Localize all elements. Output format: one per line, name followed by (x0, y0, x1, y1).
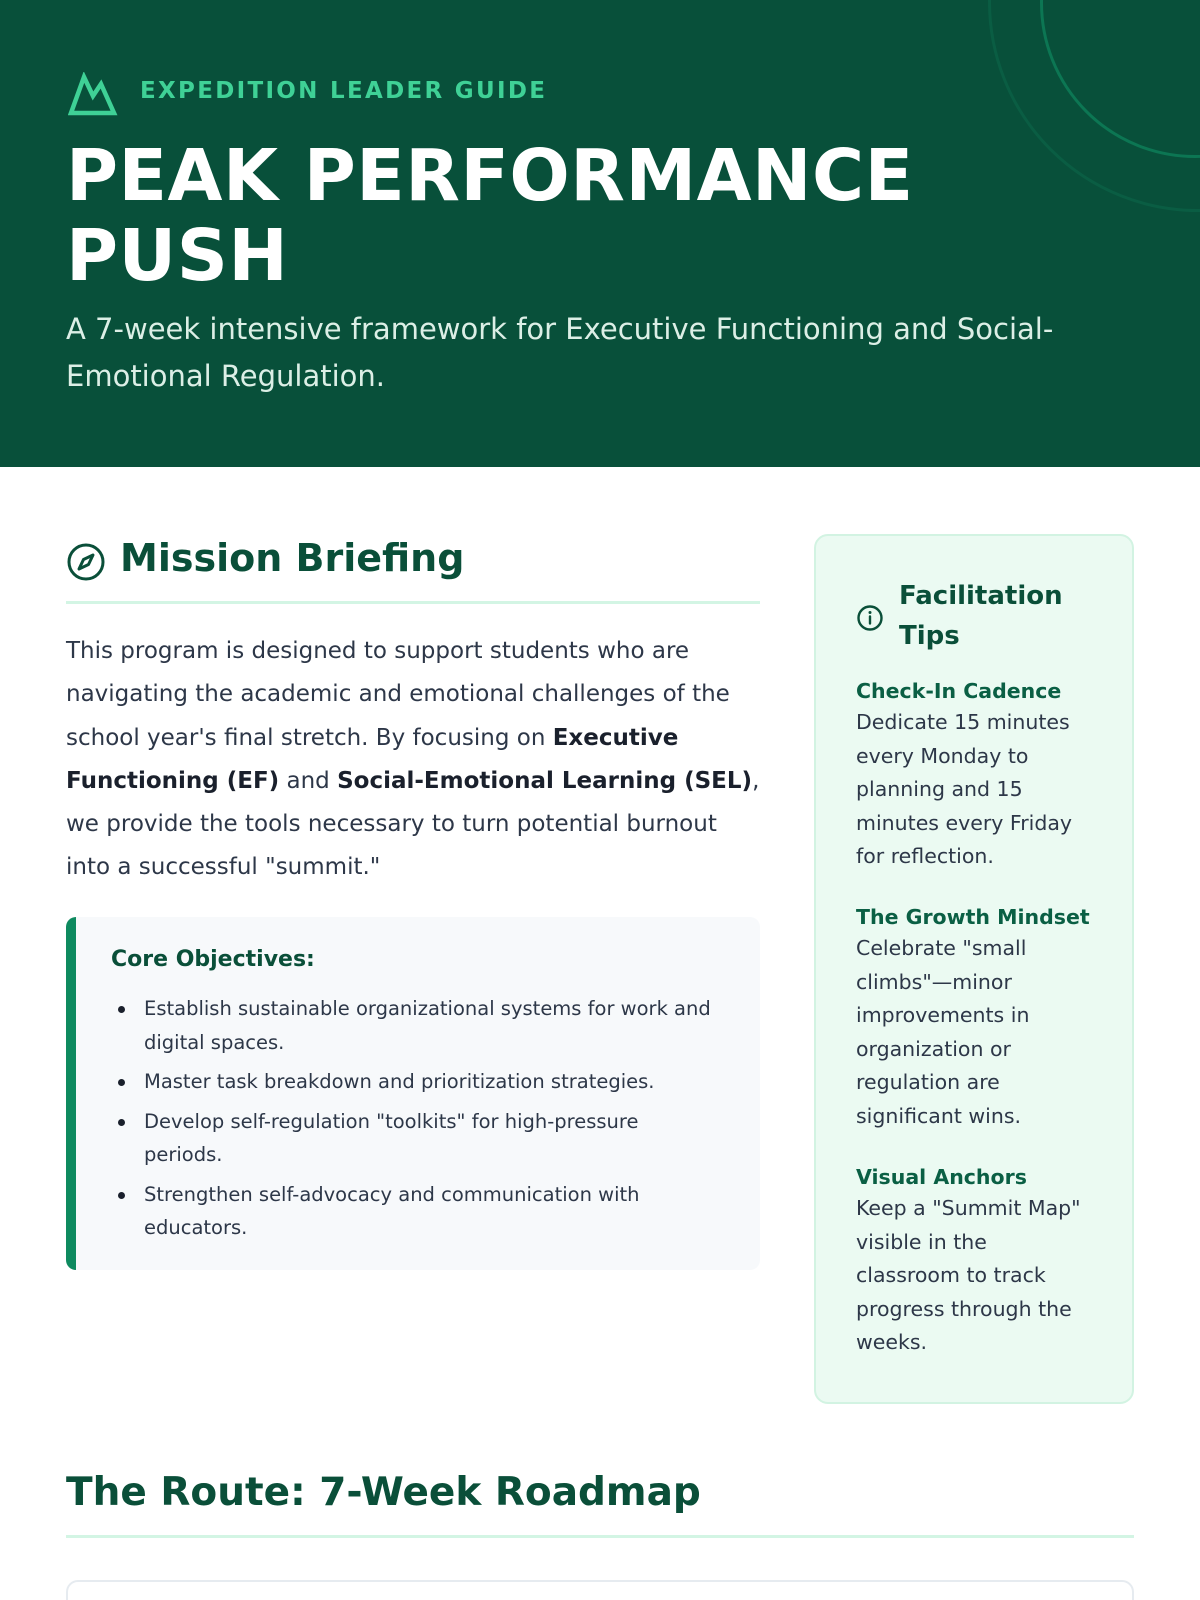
tip-heading: Visual Anchors (856, 1165, 1027, 1189)
facilitation-tips-card (814, 534, 1134, 1404)
core-objectives-box (66, 917, 760, 1270)
tip-item (856, 676, 1096, 874)
section-title: Mission Briefing (120, 536, 465, 580)
section-title: The Route: 7-Week Roadmap (66, 1470, 701, 1515)
page-subtitle: A 7-week intensive framework for Executive Functioning and Social-Emotional Regulation. (66, 312, 1054, 393)
tips-title: Facilitation Tips (899, 581, 1063, 651)
page-title (66, 136, 1146, 296)
list-item: Establish sustainable organizational systems for work and digital spaces. (111, 992, 711, 1059)
section-heading (66, 1470, 1134, 1538)
info-icon (856, 604, 884, 632)
compass-icon (66, 542, 106, 582)
list-item: Develop self-regulation "toolkits" for high-pressure periods. (111, 1105, 711, 1172)
tip-body: Celebrate "small climbs"—minor improvements in organization or regulation are significant wins. (856, 936, 1030, 1128)
tip-heading: Check-In Cadence (856, 679, 1062, 703)
section-heading (66, 536, 760, 604)
tip-item (856, 1162, 1096, 1360)
mission-paragraph (66, 630, 760, 890)
list-item: Strengthen self-advocacy and communication with educators. (111, 1178, 711, 1245)
mission-emphasis-sel: Social-Emotional Learning (SEL) (337, 767, 753, 794)
mission-emphasis-ef: Executive Functioning (EF) (66, 724, 679, 794)
page-title-line-1: PEAK PERFORMANCE (66, 134, 914, 217)
tip-item (856, 902, 1096, 1133)
mission-text: and (279, 767, 338, 794)
page-title-line-2: PUSH (66, 214, 289, 297)
mission-text: , we provide the tools necessary to turn potential burnout into a successful "summit." (66, 767, 760, 881)
mission-text: This program is designed to support students who are navigating the academic and emotional challenges of the school year's final stretch. By focusing on (66, 638, 730, 751)
tip-heading: The Growth Mindset (856, 905, 1090, 929)
tip-body: Keep a "Summit Map" visible in the classroom to track progress through the weeks. (856, 1196, 1081, 1354)
list-item: Master task breakdown and prioritization strategies. (111, 1065, 711, 1099)
core-objectives-title: Core Objectives: (111, 947, 315, 972)
eyebrow-label: EXPEDITION LEADER GUIDE (140, 78, 548, 104)
hero-header (0, 0, 1200, 467)
roadmap-card (66, 1580, 1134, 1600)
mountain-icon (68, 72, 118, 116)
core-objectives-list (111, 992, 711, 1251)
tip-body: Dedicate 15 minutes every Monday to planning and 15 minutes every Friday for reflection. (856, 710, 1073, 868)
